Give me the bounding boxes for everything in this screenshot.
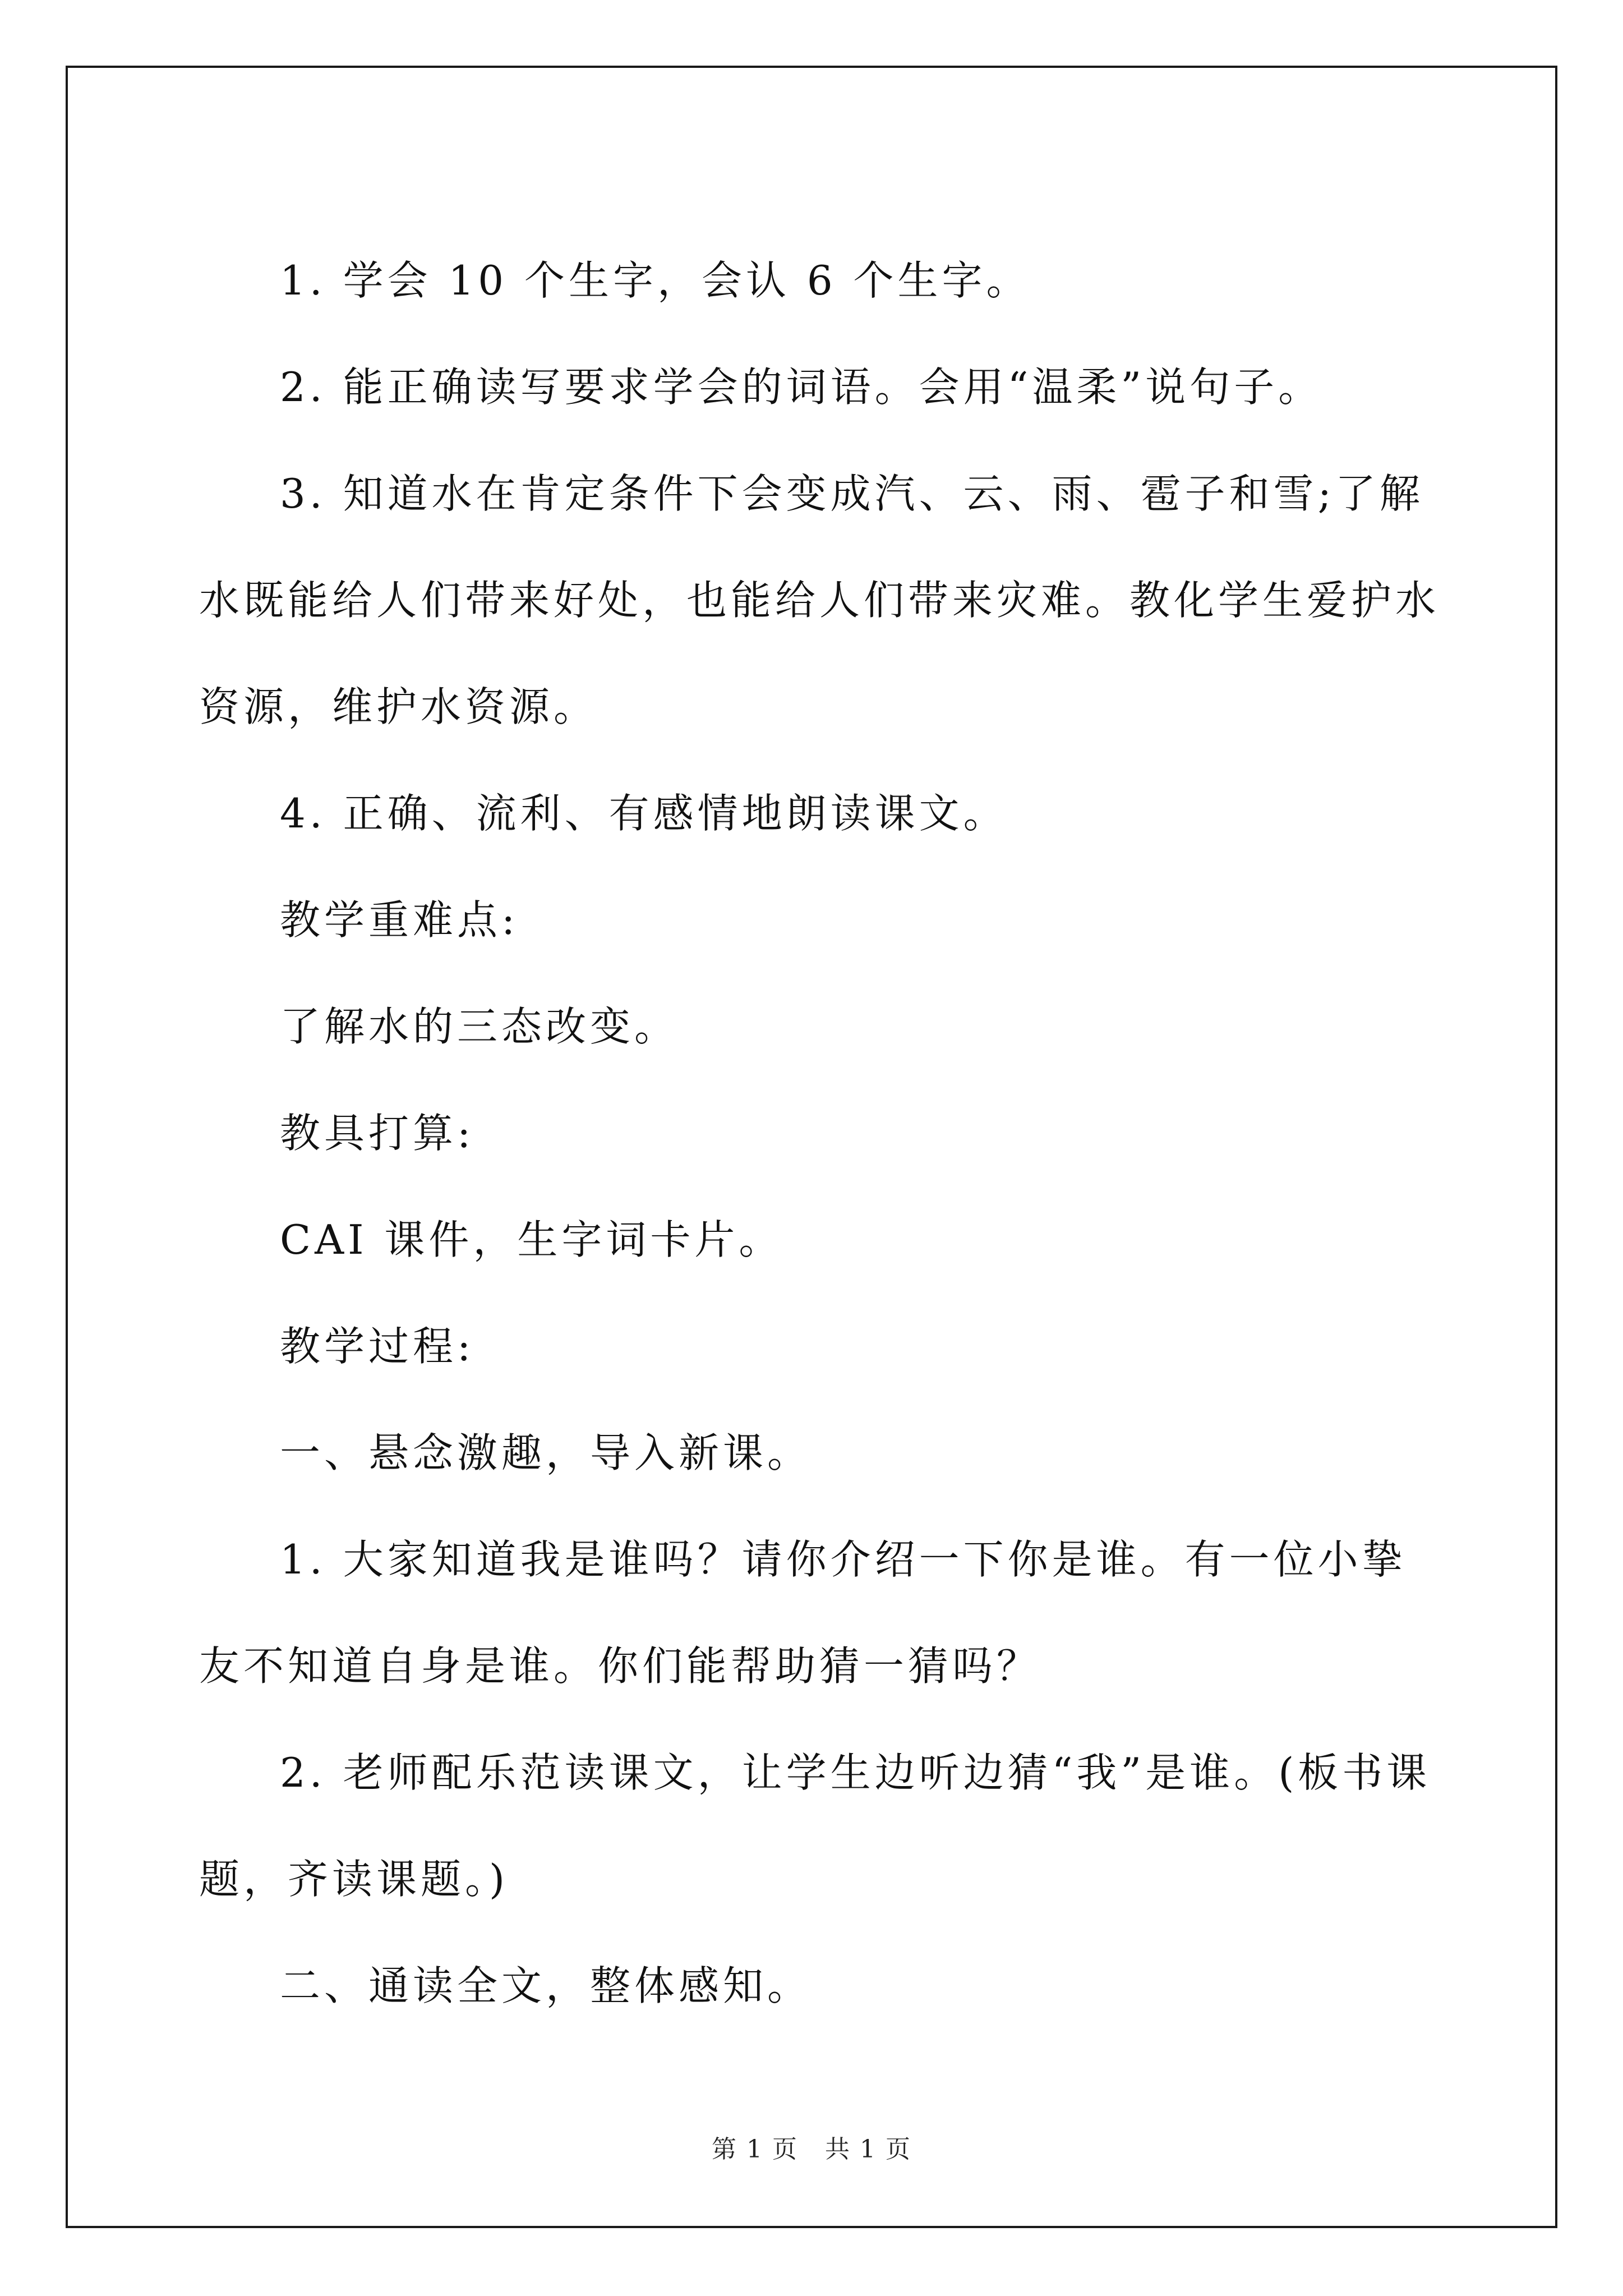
heading-teaching-aids: 教具打算: bbox=[280, 1110, 475, 1157]
paragraph-objective-2: 2. 能正确读写要求学会的词语。会用“温柔”说句子。 bbox=[280, 364, 1323, 411]
paragraph-objective-4: 4. 正确、流利、有感情地朗读课文。 bbox=[280, 790, 1008, 837]
page-total: 共 1 页 bbox=[825, 2135, 911, 2164]
heading-key-points: 教学重难点: bbox=[280, 896, 519, 944]
paragraph-objective-1: 1. 学会 10 个生字，会认 6 个生字。 bbox=[280, 257, 1031, 304]
paragraph-step-2: 2. 老师配乐范读课文，让学生边听边猜“我”是谁。(板书课题，齐读课题。) bbox=[199, 1749, 1431, 1903]
page-number: 第 1 页 bbox=[712, 2135, 798, 2164]
page-footer bbox=[0, 2129, 1623, 2165]
paragraph-teaching-aids: CAI 课件，生字词卡片。 bbox=[280, 1216, 783, 1263]
paragraph-key-points: 了解水的三态改变。 bbox=[280, 1003, 679, 1050]
document-body bbox=[199, 227, 1441, 2039]
heading-teaching-process: 教学过程: bbox=[280, 1323, 475, 1370]
section-heading-1: 一、悬念激趣，导入新课。 bbox=[280, 1429, 812, 1476]
paragraph-step-1: 1. 大家知道我是谁吗？请你介绍一下你是谁。有一位小挚友不知道自身是谁。你们能帮助猜一猜吗？ bbox=[199, 1536, 1407, 1690]
paragraph-objective-3: 3. 知道水在肯定条件下会变成汽、云、雨、雹子和雪;了解水既能给人们带来好处，也能给人们带来灾难。教化学生爱护水资源，维护水资源。 bbox=[199, 470, 1440, 730]
section-heading-2: 二、通读全文，整体感知。 bbox=[280, 1962, 812, 2009]
